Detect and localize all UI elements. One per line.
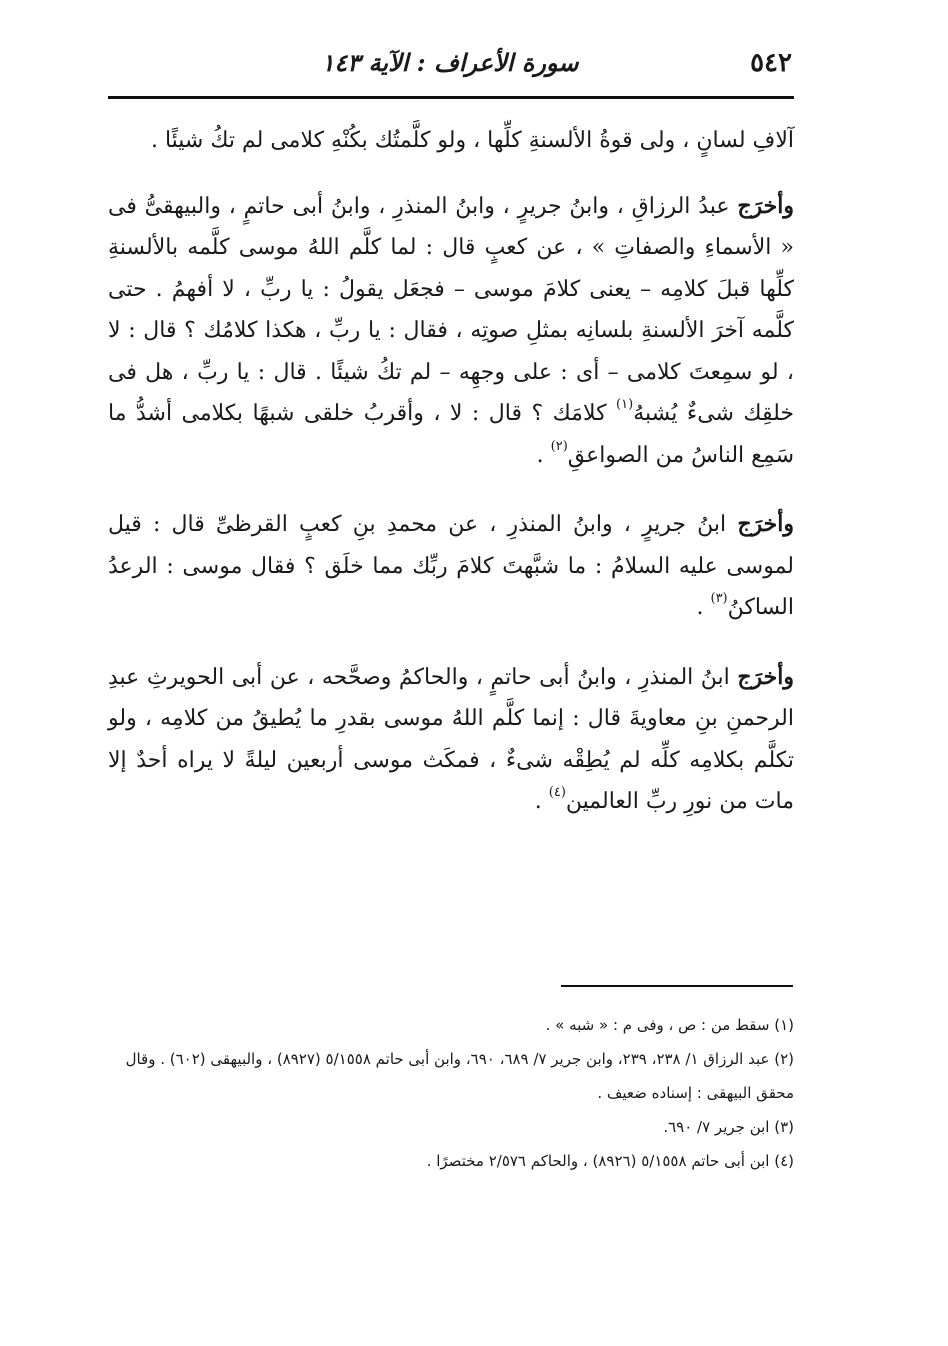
footnote-1: (١) سقط من : ص ، وفى م : « شبه » .	[545, 1016, 794, 1034]
main-text	[108, 120, 794, 851]
footnote-ref-1: (١)	[616, 397, 634, 412]
paragraph-1-text: آلافِ لسانٍ ، ولى قوةُ الألسنةِ كلِّها ، ولو كلَّمتُك بكُنْهِ كلامى لم تكُ شيئًا .	[150, 128, 794, 153]
footnote-rule	[561, 985, 793, 987]
footnote-ref-2: (٢)	[550, 438, 568, 454]
running-title: سورة الأعراف : الآية ١٤٣	[321, 48, 579, 77]
paragraph-3-text: ابنُ جريرٍ ، وابنُ المنذرِ ، عن محمدِ بنِ كعبٍ القرظىِّ قال : قيل لموسى عليه السلامُ : ما شبَّهتَ كلامَ ربِّك مما خلَق ؟ فقال موسى : الرعدُ الساكنُ	[108, 512, 794, 620]
paragraph-4	[108, 657, 794, 823]
paragraph-3-end: .	[696, 595, 711, 620]
paragraph-2	[108, 186, 794, 477]
paragraph-1	[108, 120, 794, 162]
paragraph-2-text-continued: كلامَك ؟ قال : لا ، وأقربُ خلقى شبهًا بكلامى أشدُّ ما سَمِع الناسُ من الصواعقِ	[108, 401, 794, 468]
paragraph-3	[108, 504, 794, 629]
paragraph-2-text: عبدُ الرزاقِ ، وابنُ جريرٍ ، وابنُ المنذرِ ، وابنُ أبى حاتمٍ ، والبيهقىُّ فى « الأسماءِ والصفاتِ » ، عن كعبٍ قال : لما كلَّم اللهُ موسى كلَّمه بالألسنةِ كلِّها قبلَ كلامِه – يعنى كلامَ موسى – فجعَل يقولُ : يا ربِّ ، لا أفهمُ . حتى كلَّمه آخرَ الألسنةِ بلسانِه بمثلِ صوتِه ، فقال : يا ربِّ ، هكذا كلامُك ؟ قال : لا ، لو سمِعتَ كلامى – أى : على وجهِه – لم تكُ شيئًا . قال : يا ربِّ ، هل فى خلقِك شىءٌ يُشبهُ	[108, 193, 794, 426]
footnote-ref-4: (٤)	[548, 785, 566, 800]
page-header	[108, 44, 792, 90]
paragraph-2-end: .	[536, 442, 551, 468]
page-number: ٥٤٢	[750, 48, 792, 78]
footnote-2: (٢) عبد الرزاق ١/ ٢٣٨، ٢٣٩، وابن جرير ٧/ ٦٨٩، ٦٩٠، وابن أبى حاتم ٥/١٥٥٨ (٨٩٢٧) ، والبيهقى (٦٠٢) . وقال محقق البيهقى : إسناده ضعيف .	[125, 1050, 794, 1102]
footnotes	[108, 1008, 794, 1178]
footnote-4: (٤) ابن أبى حاتم ٥/١٥٥٨ (٨٩٢٦) ، والحاكم ٢/٥٧٦ مختصرًا .	[426, 1152, 794, 1170]
paragraph-4-text: ابنُ المنذرِ ، وابنُ أبى حاتمٍ ، والحاكمُ وصحَّحه ، عن أبى الحويرثِ عبدِ الرحمنِ بنِ معاويةَ قال : إنما كلَّم اللهُ موسى بقدرِ ما يُطيقُ من كلامِه ، ولو تكلَّم بكلامِه كلِّه لم يُطِقْه شىءٌ ، فمكَث موسى أربعين ليلةً لا يراه أحدٌ إلا مات من نورِ ربِّ العالمين	[108, 664, 794, 814]
paragraph-4-lead: وأخرَج	[737, 663, 794, 690]
paragraph-4-end: .	[534, 789, 549, 814]
header-rule	[108, 96, 794, 99]
paragraph-3-lead: وأخرَج	[737, 511, 794, 537]
paragraph-2-lead: وأخرَج	[737, 192, 794, 219]
footnote-3: (٣) ابن جرير ٧/ ٦٩٠.	[663, 1118, 794, 1136]
footnote-ref-3: (٣)	[710, 591, 728, 606]
